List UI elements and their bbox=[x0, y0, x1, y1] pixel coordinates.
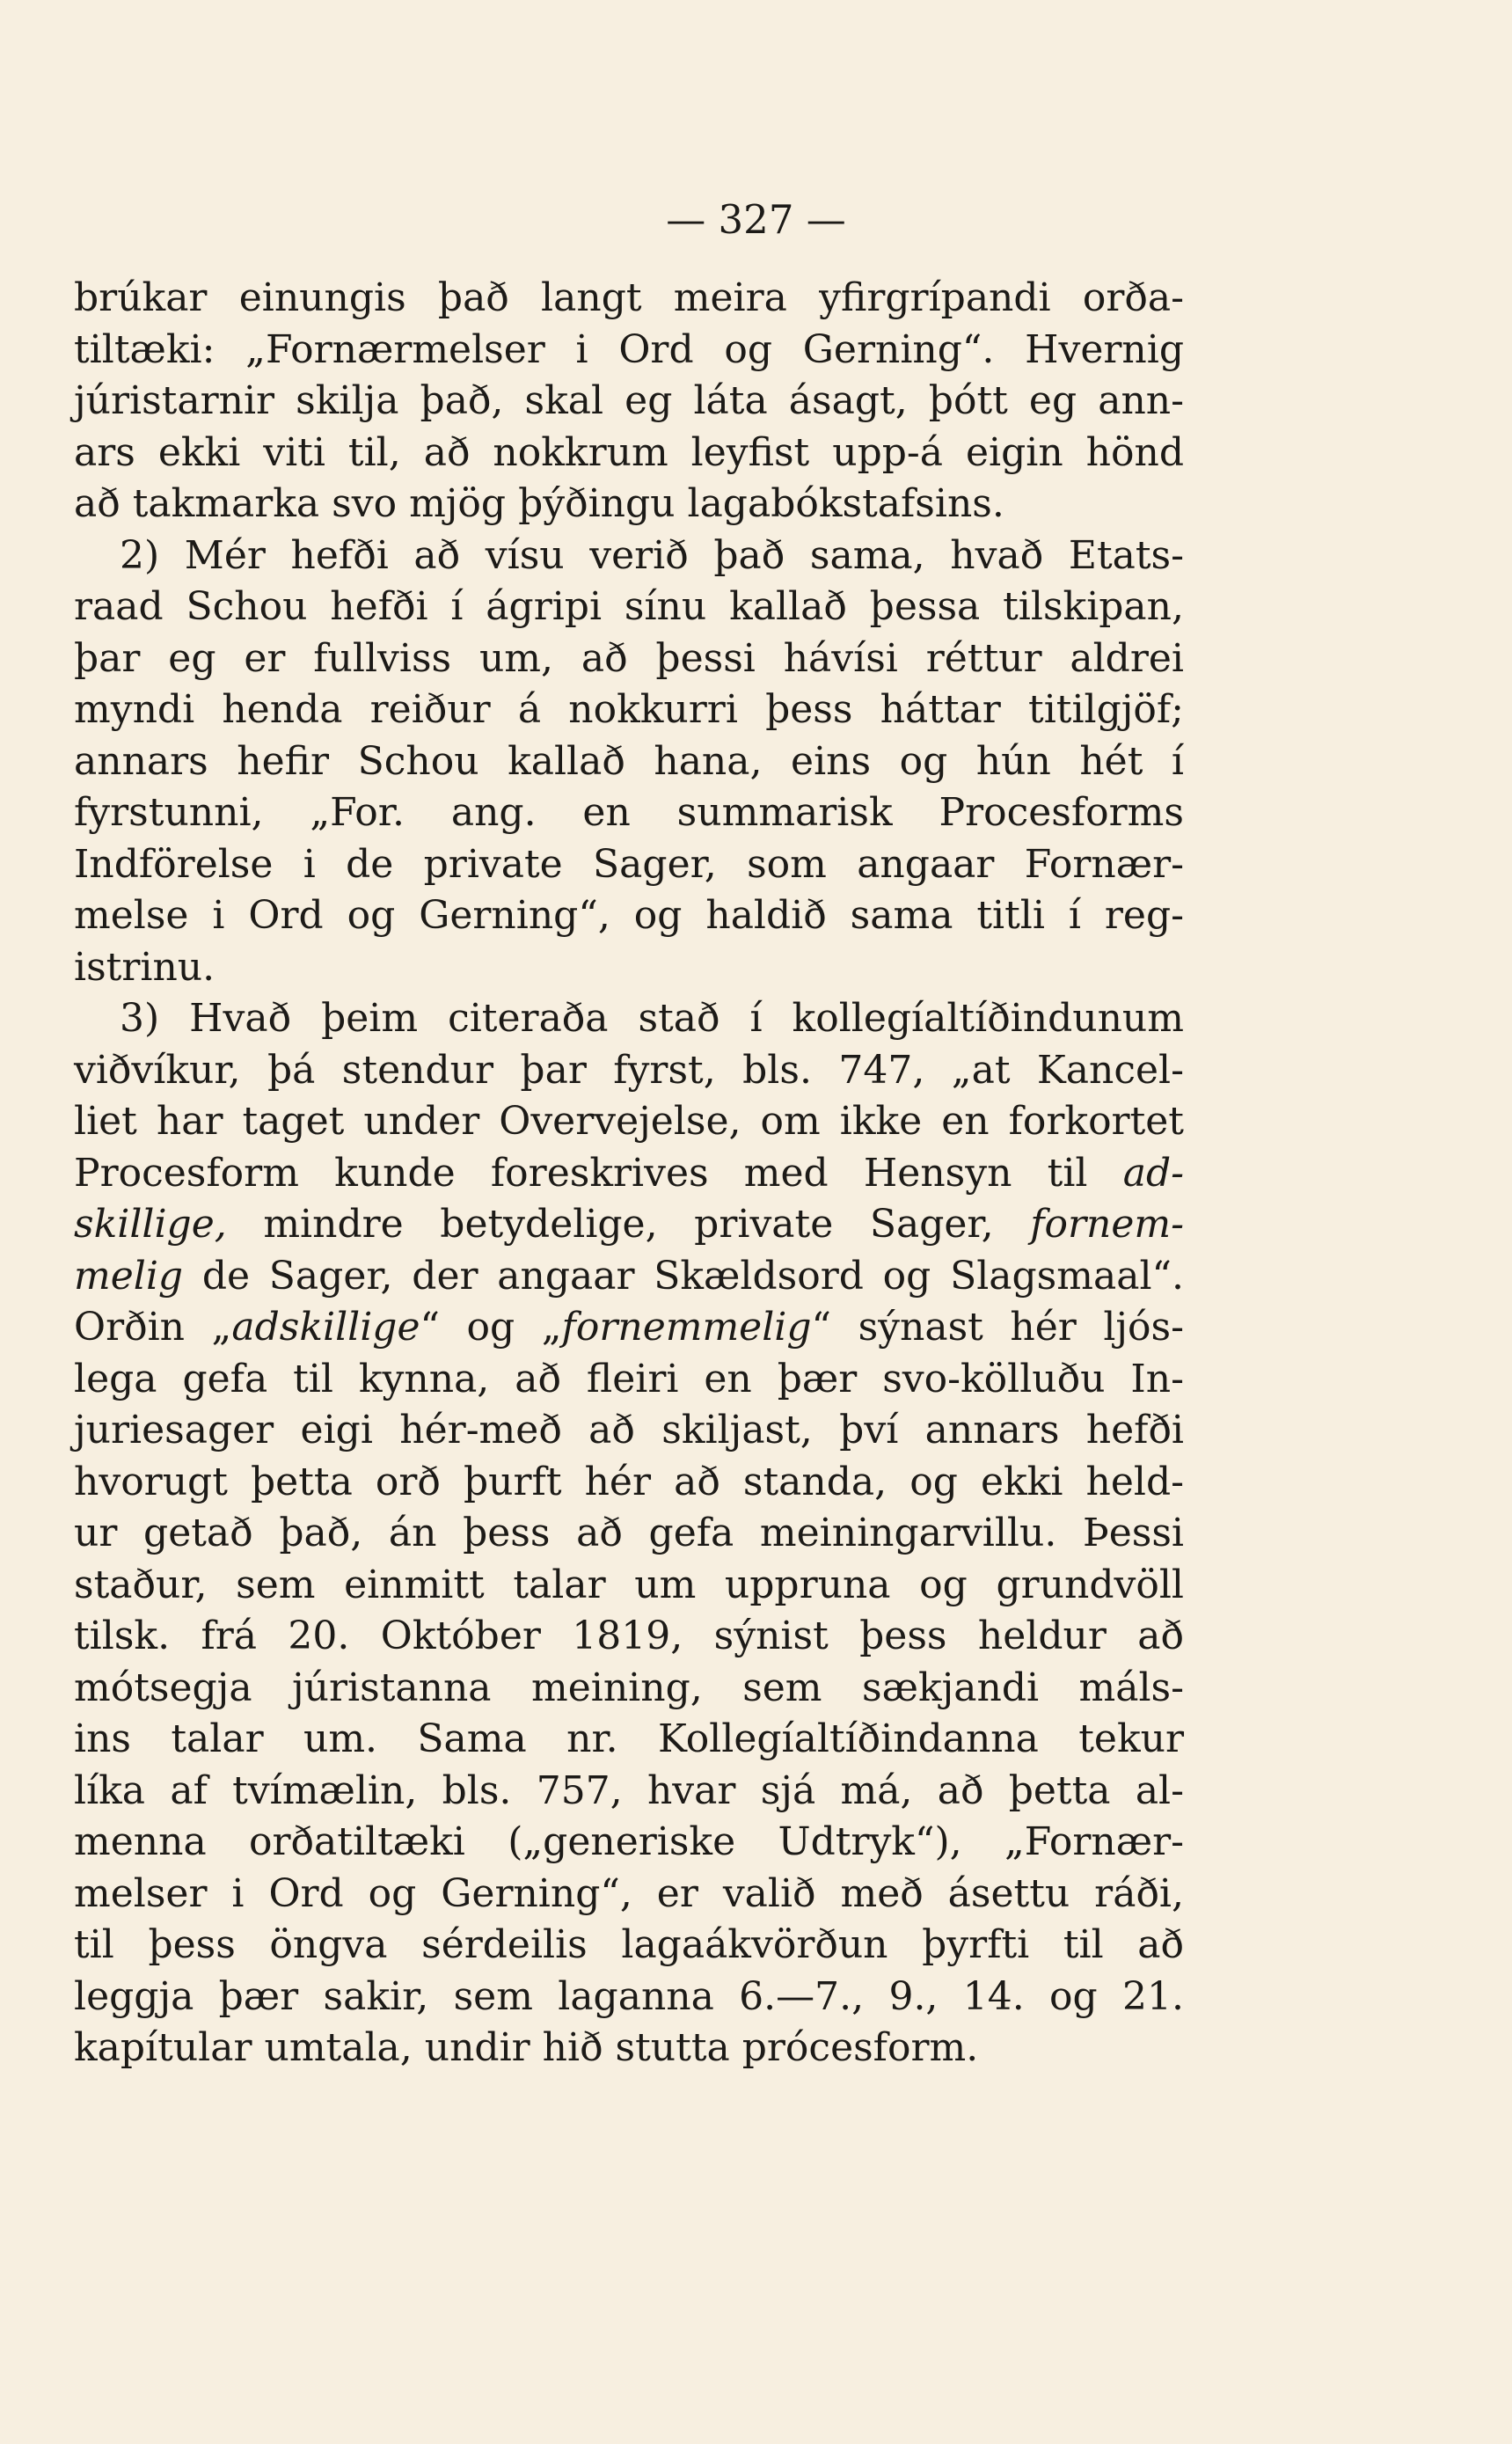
line-text: ins talar um. Sama nr. Kollegíaltíðindanna tekur bbox=[74, 1716, 1184, 1761]
text-line bbox=[74, 1508, 1184, 1560]
text-line bbox=[74, 890, 1184, 942]
line-text: þar eg er fullviss um, að þessi hávísi réttur aldrei bbox=[74, 635, 1184, 681]
text-line bbox=[74, 942, 1184, 994]
line-text: hvorugt þetta orð þurft hér að standa, og ekki held- bbox=[74, 1459, 1184, 1504]
line-text: leggja þær sakir, sem laganna 6.—7., 9., 14. og 21. bbox=[74, 1973, 1184, 2019]
line-text: melse i Ord og Gerning“, og haldið sama titli í reg- bbox=[74, 893, 1184, 938]
italic-text: ad- bbox=[1122, 1150, 1184, 1196]
text-line bbox=[74, 582, 1184, 633]
text-line bbox=[74, 479, 1184, 531]
line-text: liet har taget under Overvejelse, om ikke en forkortet bbox=[74, 1099, 1184, 1144]
line-text: til þess öngva sérdeilis lagaákvörðun þyrfti til að bbox=[74, 1922, 1184, 1967]
page-number: — 327 — bbox=[666, 196, 846, 243]
text-line bbox=[74, 1869, 1184, 1921]
line-text: Indförelse i de private Sager, som angaar Fornær- bbox=[74, 841, 1184, 887]
line-text: lega gefa til kynna, að fleiri en þær svo-kölluðu In- bbox=[74, 1356, 1184, 1401]
line-text: kapítular umtala, undir hið stutta prócesform. bbox=[74, 2025, 979, 2070]
text-line bbox=[74, 376, 1184, 428]
italic-text: fornem- bbox=[1030, 1202, 1184, 1247]
text-line bbox=[74, 531, 1184, 582]
text-line bbox=[74, 1766, 1184, 1818]
italic-text: skillige, bbox=[74, 1202, 227, 1247]
line-text: að takmarka svo mjög þýðingu lagabókstafsins. bbox=[74, 481, 1004, 526]
line-text: “ og „ bbox=[420, 1305, 562, 1350]
line-text: Procesform kunde foreskrives med Hensyn til bbox=[74, 1150, 1123, 1196]
line-text: annars hefir Schou kallað hana, eins og hún hét í bbox=[74, 738, 1184, 784]
text-line bbox=[74, 1354, 1184, 1406]
text-line bbox=[74, 2023, 1184, 2074]
line-text: mindre betydelige, private Sager, bbox=[226, 1202, 1031, 1247]
text-line bbox=[74, 1817, 1184, 1869]
line-text: “ sýnast hér ljós- bbox=[811, 1305, 1184, 1350]
italic-text: melig bbox=[74, 1253, 184, 1299]
text-line bbox=[74, 428, 1184, 479]
text-line bbox=[74, 1405, 1184, 1457]
line-text: de Sager, der angaar Skældsord og Slagsmaal“. bbox=[183, 1253, 1184, 1299]
text-line bbox=[74, 684, 1184, 736]
line-text: ur getað það, án þess að gefa meiningarvillu. Þessi bbox=[74, 1511, 1184, 1555]
line-text: viðvíkur, þá stendur þar fyrst, bls. 747, „at Kancel- bbox=[74, 1047, 1184, 1093]
line-text: líka af tvímælin, bls. 757, hvar sjá má, að þetta al- bbox=[74, 1767, 1184, 1813]
text-line bbox=[74, 633, 1184, 685]
text-line bbox=[74, 839, 1184, 891]
line-text: tiltæki: „Fornærmelser i Ord og Gerning“. Hvernig bbox=[74, 326, 1184, 372]
line-text: myndi henda reiður á nokkurri þess háttar titilgjöf; bbox=[74, 687, 1184, 732]
text-line bbox=[74, 1560, 1184, 1612]
line-text: menna orðatiltæki („generiske Udtryk“), „Fornær- bbox=[74, 1819, 1184, 1864]
text-line bbox=[74, 1148, 1184, 1200]
line-text: mótsegja júristanna meining, sem sækjandi máls- bbox=[74, 1665, 1184, 1710]
line-text: staður, sem einmitt talar um uppruna og grundvöll bbox=[74, 1562, 1184, 1607]
text-line bbox=[74, 325, 1184, 377]
line-text: tilsk. frá 20. Október 1819, sýnist þess heldur að bbox=[74, 1613, 1184, 1658]
line-text: juriesager eigi hér-með að skiljast, því annars hefði bbox=[74, 1408, 1184, 1452]
italic-text: fornemmelig bbox=[561, 1305, 812, 1350]
text-line bbox=[74, 993, 1184, 1045]
line-text: júristarnir skilja það, skal eg láta ásagt, þótt eg ann- bbox=[74, 378, 1184, 423]
line-text: ars ekki viti til, að nokkrum leyfist upp-á eigin hönd bbox=[74, 429, 1184, 475]
text-line bbox=[74, 1972, 1184, 2023]
text-line bbox=[74, 1251, 1184, 1303]
text-line bbox=[74, 1920, 1184, 1972]
italic-text: adskillige bbox=[231, 1305, 420, 1350]
text-line bbox=[74, 1096, 1184, 1148]
text-line bbox=[74, 1045, 1184, 1097]
text-line bbox=[74, 1457, 1184, 1509]
text-line bbox=[74, 1611, 1184, 1663]
text-line bbox=[74, 736, 1184, 788]
line-text: 3) Hvað þeim citeraða stað í kollegíaltíðindunum bbox=[120, 996, 1184, 1041]
text-line bbox=[74, 1663, 1184, 1715]
text-line bbox=[74, 1199, 1184, 1251]
line-text: melser i Ord og Gerning“, er valið með ásettu ráði, bbox=[74, 1870, 1184, 1916]
line-text: 2) Mér hefði að vísu verið það sama, hvað Etats- bbox=[120, 532, 1184, 578]
line-text: istrinu. bbox=[74, 944, 215, 990]
text-line bbox=[74, 1302, 1184, 1354]
line-text: brúkar einungis það langt meira yfirgrípandi orða- bbox=[74, 275, 1184, 320]
line-text: Orðin „ bbox=[74, 1305, 232, 1350]
text-line bbox=[74, 1714, 1184, 1766]
line-text: fyrstunni, „For. ang. en summarisk Procesforms bbox=[74, 790, 1184, 835]
text-line bbox=[74, 787, 1184, 839]
line-text: raad Schou hefði í ágripi sínu kallað þessa tilskipan, bbox=[74, 584, 1184, 629]
body-text bbox=[74, 273, 1184, 2074]
text-line bbox=[74, 273, 1184, 325]
